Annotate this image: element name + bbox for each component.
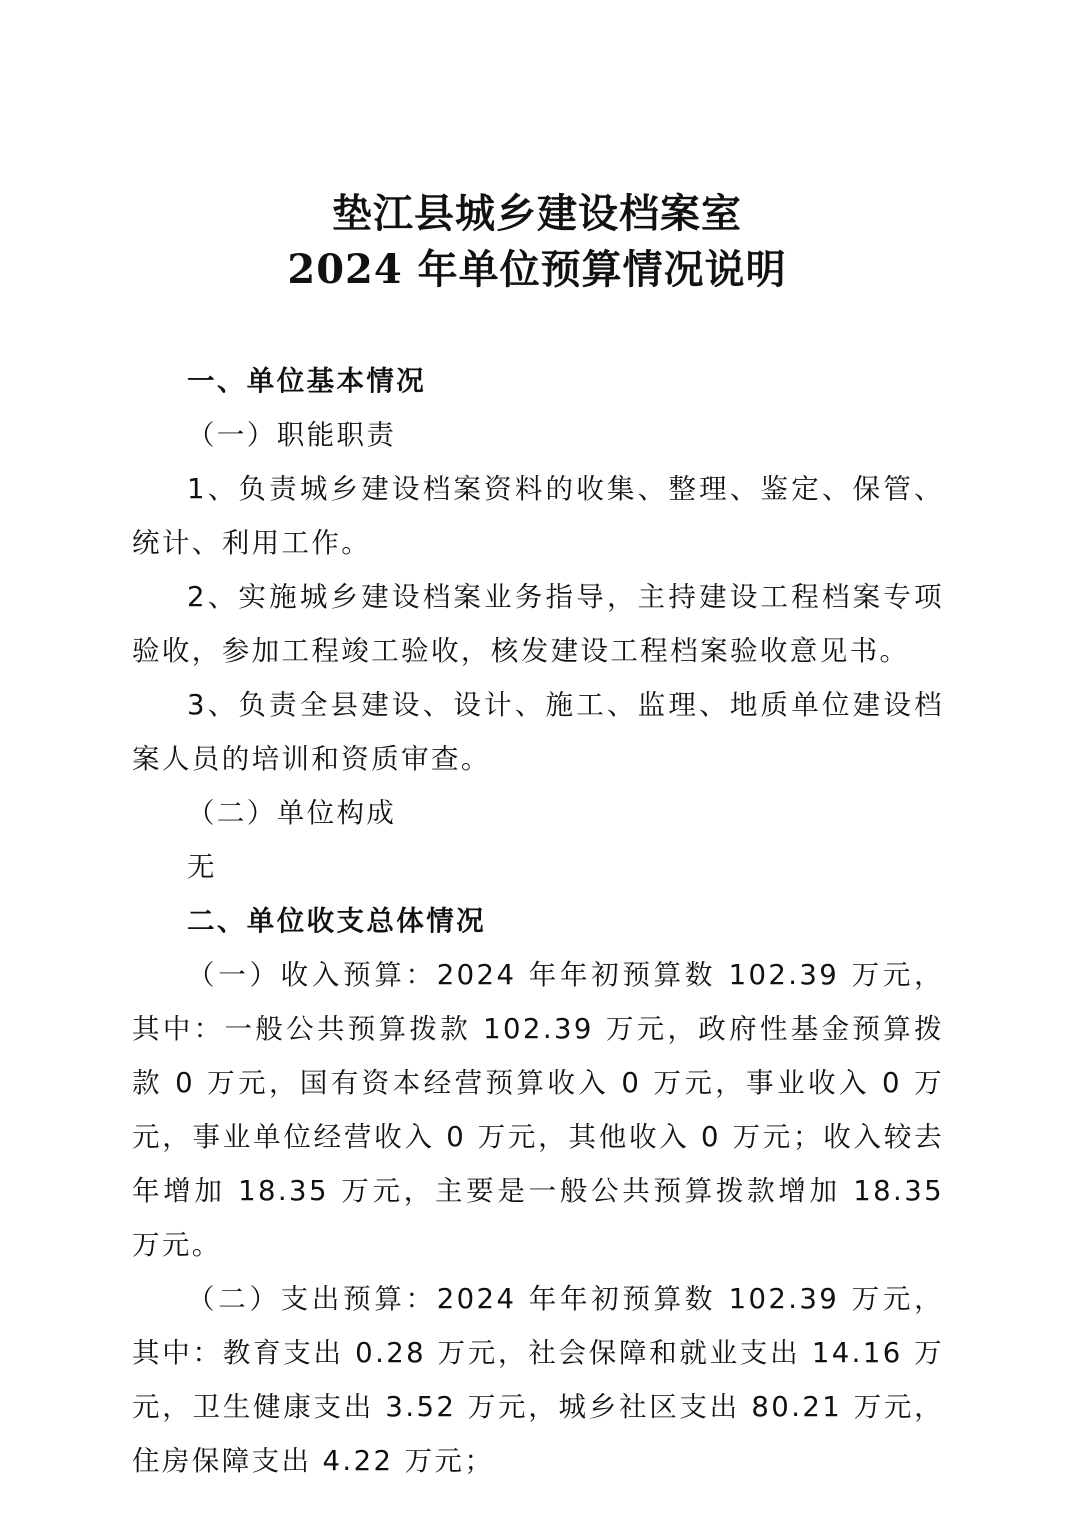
section1-subheading-duties: （一）职能职责 bbox=[187, 419, 397, 451]
section1-subheading-composition: （二）单位构成 bbox=[187, 797, 397, 829]
document-title-line1: 垫江县城乡建设档案室 bbox=[332, 190, 742, 237]
section2-heading: 二、单位收支总体情况 bbox=[187, 905, 486, 937]
income-budget-paragraph: （一）收入预算：2024 年年初预算数 102.39 万元，其中：一般公共预算拨款 102.39 万元，政府性基金预算拨款 0 万元，国有资本经营预算收入 0 万元，事业收入 0 万元，事业单位经营收入 0 万元，其他收入 0 万元；收入较去年增加 18.35 万元，主要是一般公共预算拨款增加 18.35 万元。 bbox=[132, 959, 944, 1261]
composition-text: 无 bbox=[187, 851, 217, 883]
expense-budget-paragraph: （二）支出预算：2024 年年初预算数 102.39 万元，其中：教育支出 0.28 万元，社会保障和就业支出 14.16 万元，卫生健康支出 3.52 万元，城乡社区支出 80.21 万元，住房保障支出 4.22 万元； bbox=[132, 1283, 944, 1477]
duty-item-3: 3、负责全县建设、设计、施工、监理、地质单位建设档案人员的培训和资质审查。 bbox=[132, 689, 944, 775]
duty-item-2: 2、实施城乡建设档案业务指导，主持建设工程档案专项验收，参加工程竣工验收，核发建设工程档案验收意见书。 bbox=[132, 581, 944, 667]
section1-heading: 一、单位基本情况 bbox=[187, 365, 427, 397]
document-body bbox=[132, 354, 944, 1488]
duty-item-1: 1、负责城乡建设档案资料的收集、整理、鉴定、保管、统计、利用工作。 bbox=[132, 473, 944, 559]
document-title-line2: 2024 年单位预算情况说明 bbox=[287, 246, 787, 293]
